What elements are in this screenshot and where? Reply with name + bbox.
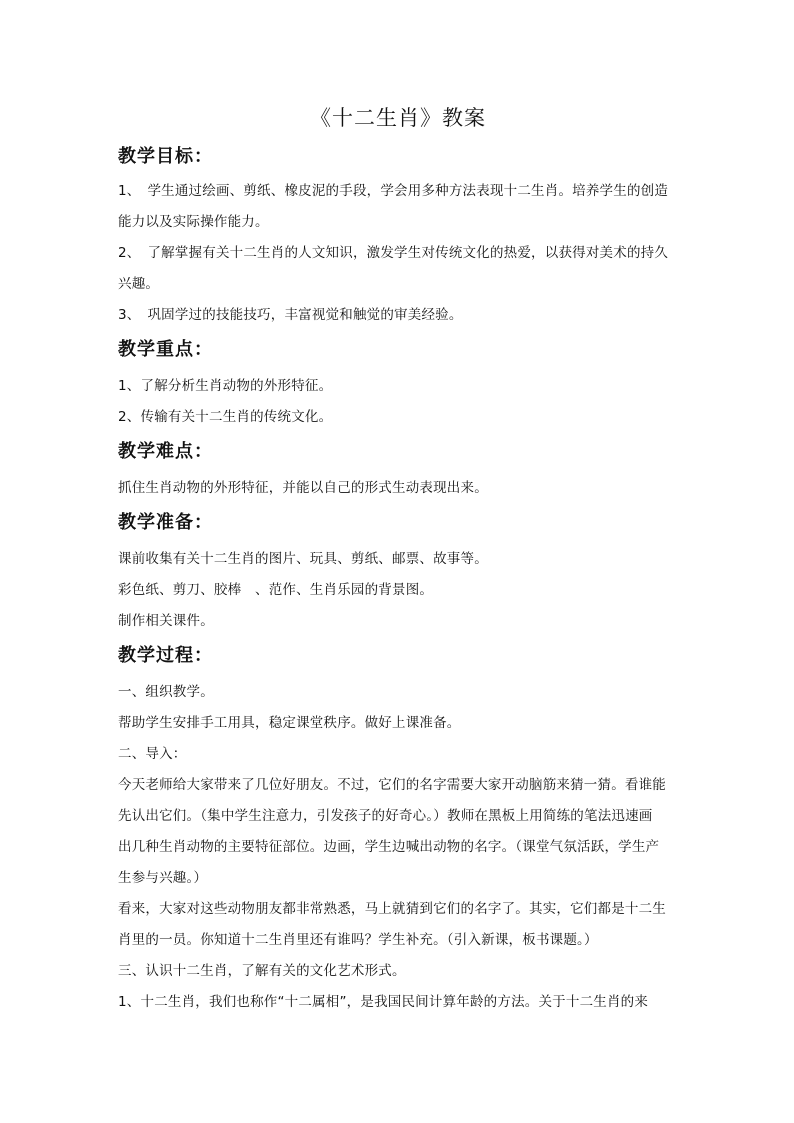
paragraph-line: 先认出它们。（集中学生注意力，引发孩子的好奇心。）教师在黑板上用简练的笔法迅速画 xyxy=(118,808,653,824)
paragraph-line: 帮助学生安排手工用具，稳定课堂秩序。做好上课准备。 xyxy=(118,715,461,731)
section-teaching-difficulty xyxy=(118,439,678,504)
paragraph-line: 抓住生肖动物的外形特征，并能以自己的形式生动表现出来。 xyxy=(118,480,488,496)
section-teaching-keypoints xyxy=(118,337,678,433)
paragraph-line: 制作相关课件。 xyxy=(118,613,214,629)
paragraph-line: 彩色纸、剪刀、胶棒 、范作、生肖乐园的背景图。 xyxy=(118,582,434,598)
section-teaching-process xyxy=(118,643,678,1018)
section-heading: 教学目标： xyxy=(118,146,213,167)
section-heading: 教学过程： xyxy=(118,645,213,666)
paragraph-line: 出几种生肖动物的主要特征部位。边画，学生边喊出动物的名字。（课堂气氛活跃，学生产 xyxy=(118,839,660,855)
section-teaching-preparation xyxy=(118,510,678,637)
paragraph-line: 1、十二生肖，我们也称作“十二属相”，是我国民间计算年龄的方法。关于十二生肖的来 xyxy=(118,994,649,1010)
paragraph-line: 1、了解分析生肖动物的外形特征。 xyxy=(118,378,333,394)
paragraph-line: 三、认识十二生肖，了解有关的文化艺术形式。 xyxy=(118,963,406,979)
paragraph-line: 肖里的一员。你知道十二生肖里还有谁吗？学生补充。（引入新课，板书课题。） xyxy=(118,932,598,948)
paragraph-line: 课前收集有关十二生肖的图片、玩具、剪纸、邮票、故事等。 xyxy=(118,551,488,567)
section-heading: 教学难点： xyxy=(118,441,213,462)
paragraph-line: 2、 了解掌握有关十二生肖的人文知识，激发学生对传统文化的热爱，以获得对美术的持久 xyxy=(118,245,669,261)
paragraph-line: 二、导入： xyxy=(118,746,187,762)
paragraph-line: 今天老师给大家带来了几位好朋友。不过，它们的名字需要大家开动脑筋来猜一猜。看谁能 xyxy=(118,777,666,793)
paragraph-line: 生参与兴趣。） xyxy=(118,870,208,886)
document-body xyxy=(118,104,678,1018)
paragraph-line: 2、传输有关十二生肖的传统文化。 xyxy=(118,409,333,425)
paragraph-line: 兴趣。 xyxy=(118,276,160,292)
paragraph-line: 一、组织教学。 xyxy=(118,684,214,700)
paragraph-line: 看来，大家对这些动物朋友都非常熟悉，马上就猜到它们的名字了。其实，它们都是十二生 xyxy=(118,901,666,917)
paragraph-line: 能力以及实际操作能力。 xyxy=(118,214,269,230)
document-title: 《十二生肖》教案 xyxy=(310,106,486,130)
section-heading: 教学重点： xyxy=(118,339,213,360)
paragraph-line: 1、 学生通过绘画、剪纸、橡皮泥的手段，学会用多种方法表现十二生肖。培养学生的创造 xyxy=(118,183,669,199)
section-teaching-objectives xyxy=(118,144,678,331)
section-heading: 教学准备： xyxy=(118,512,213,533)
paragraph-line: 3、 巩固学过的技能技巧，丰富视觉和触觉的审美经验。 xyxy=(118,307,463,323)
